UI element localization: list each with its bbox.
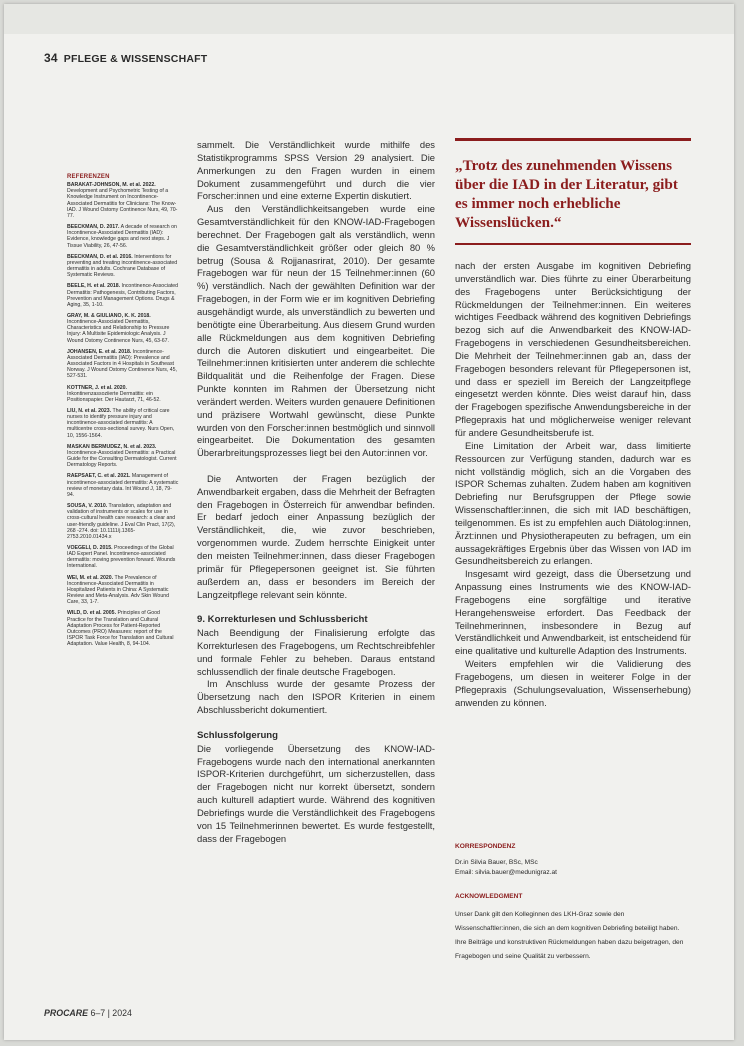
references-title: REFERENZEN <box>67 174 110 180</box>
reference-authors: MASKAN BERMUDEZ, N. et al. 2023. <box>67 443 157 450</box>
reference-authors: LIU, N. et al. 2023. <box>67 408 112 414</box>
reference-text: Management of incontinence-associated dermatitis: A systematic review of monetary data. Int Wound J, 18, 79-94. <box>67 473 179 498</box>
reference-item <box>67 254 179 279</box>
paragraph: Die Antworten der Fragen bezüglich der Anwendbarkeit ergaben, dass die Mehrheit der Befragten den Fragebogen in Österreich für anwendbar befinden. Er bedarf jedoch einer Anpassung bezüglich der Verständlichkeit, die, wie zuvor beschrieben, vorgenommen wurde. Zudem herrschte Einigkeit unter den meisten Teilnehmer:innen, dass dieser Fragebogen primär für Pflegepersonen geeignet ist. Sie führten außerdem an, dass er besonders im Bereich der Langzeitpflege relevant sein könnte. <box>197 472 435 600</box>
reference-item <box>67 444 179 469</box>
reference-authors: KOTTNER, J. et al. 2020. <box>67 384 127 391</box>
paragraph: Insgesamt wird gezeigt, dass die Übersetzung und Anpassung eines Instruments wie des KNOW-IAD-Fragebogens eine sorgfältige und iterative Herangehensweise erfordert. Das Feedback der Teilnehmerinnen, insbesondere in Bezug auf Verständlichkeit und Anwendbarkeit, ist entscheidend für eine qualitative und kulturelle Adaption des Instruments. <box>455 568 691 657</box>
reference-text: Incontinence-Associated Dermatitis: Pathogenesis, Contributing Factors, Prevention and Management Options. Drugs & Aging, 35, 1-10. <box>67 283 179 308</box>
reference-text: The ability of critical care nurses to identify pressure injury and incontinence-associated dermatitis: A multicentre cross-sectional survey. Nurs Open, 10, 1556-1564. <box>67 408 175 439</box>
references-column <box>67 174 179 652</box>
page-number: 34 <box>44 51 58 65</box>
reference-authors: BEELE, H. et al. 2018. <box>67 283 121 290</box>
reference-item <box>67 385 179 403</box>
quote-rule-bottom <box>455 243 691 245</box>
paragraph: sammelt. Die Verständlichkeit wurde mithilfe des Statistikprogramms SPSS Version 29 analysiert. Die Anmerkungen zu den Fragen wurden in einem Dokument zusammengeführt und durch die vier Forscher:innen und eine externe Expertin diskutiert. <box>197 139 435 202</box>
page-footer <box>44 1008 132 1018</box>
reference-authors: WILD, D. et al. 2005. <box>67 610 117 617</box>
paragraph: Weiters empfehlen wir die Validierung des Fragebogens, um diesen in weiterer Folge in der Pflegepraxis (Schulungsevaluation, Wissenserhebung) anwenden zu können. <box>455 658 691 708</box>
reference-item <box>67 503 179 540</box>
reference-item <box>67 408 179 439</box>
reference-text: Incontinence-Associated Dermatitis: a Practical Guide for the Consulting Dermatologist. Current Dermatology Reports. <box>67 449 177 469</box>
paragraph: Aus den Verständlichkeitsangeben wurde eine Gesamtverständlichkeit für den KNOW-IAD-Fragebogen berechnet. Der Fragebogen galt als verständlich, wenn die Gesamtverständlichkeit größer oder gleich 80 % betrug (Sousa & Rojjanasrirat, 2010). Der gesamte Fragebogen war für neun der 15 Teilnehmer:innen (60 %) verständlich. Nach der gewählten Definition war der Fragebogen, in der Form wie er im kognitiven Debriefing ausgehändigt wurde, als unverständlich zu bewerten und benötigte eine Überarbeitung. Aus diesem Grund wurden alle Rückmeldungen aus dem kognitiven Debriefing durch die Autoren diskutiert und eingearbeitet. Die Teilnehmer:innen kritisierten unter anderem die schlechte Bildqualität und die Reihenfolge der Fragen. Diese Punkte konnten im Rahmen der Übersetzung nicht verändert werden. Weiters wurden genauere Definitionen und präzisere Wortwahl gewünscht, diese Punkte wurden von den Forscher:innen bestmöglich und sinnvoll eingearbeitet. Die Dokumentation des gesamten Überarbreitungsprozesses liegt bei den Autor:innen vor. <box>197 203 435 459</box>
top-band <box>4 4 734 34</box>
reference-text: The Prevalence of Incontinence-Associated Dermatitis in Hospitalized Patients in China: A Systematic Review and Meta-Analysis. Adv Skin Wound Care, 33, 1-7. <box>67 574 169 606</box>
reference-text: Principles of Good Practice for the Translation and Cultural Adaptation Process for Patient-Reported Outcomes (PRO) Measures: report of the ISPOR Task Force for Translation and Cultural Adaptation. Value Health, 8, 94-104. <box>67 610 174 648</box>
reference-authors: JOHANSEN, E. et al. 2018. <box>67 348 132 355</box>
reference-item <box>67 610 179 647</box>
reference-text: Development and Psychometric Testing of a Knowledge Instrument on Incontinence-Associated Dermatitis for Clinicians: The Know-IAD. J Wound Ostomy Continence Nurs, 49, 70-77. <box>67 188 178 219</box>
body-column-2 <box>455 260 691 710</box>
reference-authors: BARAKAT-JOHNSON, M. et al. 2022. <box>67 182 156 189</box>
magazine-page <box>4 4 734 1040</box>
reference-item <box>67 283 179 308</box>
reference-authors: SOUSA, V. 2010. <box>67 503 108 510</box>
paragraph: Nach Beendigung der Finalisierung erfolgte das Korrekturlesen des Fragebogens, um Rechtschreibfehler und formale Fehler zu beheben. Daraus entstand schlussendlich der finale deutsche Fragebogen. <box>197 627 435 677</box>
magazine-brand: PROCARE <box>44 1008 88 1018</box>
reference-text: Interventions for preventing and treating incontinence-associated dermatitis in adults. Cochrane Database of Systematic Reviews. <box>67 253 178 279</box>
reference-authors: WEI, M. et al. 2020. <box>67 574 114 581</box>
paragraph: nach der ersten Ausgabe im kognitiven Debriefing unverständlich war. Dies führte zu einer Überarbeitung des Fragebogens unter Berücksichtigung der Rückmeldungen der Teilnehmer:innen. Ein weiteres wichtiges Feedback während des kognitiven Debriefings bezog sich auf die Anwendbarkeit des KNOW-IAD-Fragebogens in verschiedenen Gesundheitsbereichen. Die Mehrheit der Teilnehmer:innen gab an, dass der Fragebogen besonders relevant für Pflegepersonen ist, und dass er speziell im Bereich der Langzeitpflege eingesetzt werden könnte. Dies weist darauf hin, dass der Fragebogen spezifische Anwendungsbereiche in der Pflegepraxis hat und möglicherweise weniger relevant für andere Gesundheitsberufe ist. <box>455 260 691 438</box>
reference-item <box>67 473 179 498</box>
reference-item <box>67 313 179 344</box>
page-header <box>44 51 207 65</box>
correspondence-title: KORRESPONDENZ <box>455 843 516 850</box>
reference-text: A decade of research on Incontinence-Associated Dermatitis (IAD): Evidence, knowledge gaps and next steps. J Tissue Viability, 26, 47-56. <box>67 224 177 249</box>
body-column-1 <box>197 139 435 845</box>
correspondence-name: Dr.in Silvia Bauer, BSc, MSc <box>455 859 538 866</box>
reference-text: Incontinence-Associated Dermatitis, Characteristics and Relationship to Pressure Injury: A Multisite Epidemiologic Analysis. J Wound Ostomy Continence Nurs, 45, 63-67. <box>67 319 170 344</box>
reference-item <box>67 349 179 380</box>
section-title: PFLEGE & WISSENSCHAFT <box>63 53 208 65</box>
reference-authors: RAEPSAET, C. et al. 2021. <box>67 473 131 480</box>
correspondence-email: Email: silvia.bauer@medunigraz.at <box>455 869 557 876</box>
reference-item <box>67 575 179 606</box>
section-heading: Schlussfolgerung <box>197 729 279 741</box>
reference-text: Inkontinenzassoziierte Dermatitis: ein Positionspapier. Der Hautarzt, 71, 46-52. <box>67 390 161 403</box>
reference-item <box>67 182 179 219</box>
acknowledgment-title: ACKNOWLEDGMENT <box>455 893 523 900</box>
reference-item <box>67 224 179 249</box>
reference-text: Proceedings of the Global IAD Expert Panel. Incontinence-associated dermatitis: moving prevention forward. Wounds International. <box>67 544 176 570</box>
section-heading: 9. Korrekturlesen und Schlussbericht <box>197 614 368 626</box>
quote-rule-top <box>455 138 691 141</box>
paragraph: Die vorliegende Übersetzung des KNOW-IAD-Fragebogens wurde nach den international anerkannten ISPOR-Kriterien durchgeführt, um sicherzustellen, dass der Fragebogen nicht nur korrekt übersetzt, sondern auch kulturell adaptiert wurde. Während des kognitiven Debriefings wurde die Verständlichkeit des Fragebogens von 15 Teilnehmerinnen bewertet. Es wurde festgestellt, dass der Fragebogen <box>197 742 435 844</box>
paragraph: Eine Limitation der Arbeit war, dass limitierte Ressourcen zur Verfügung standen, dadurch war es nicht vollständig möglich, sich an die Vorgaben des ISPOR Schemas zuhalten. Zudem haben am kognitiven Debriefing nur Berufsgruppen der Pflege sowie Wissenschaftler:innen, die sich mit IAD beschäftigen, teilgenommen. Es ist zu empfehlen auch Diätolog:innen, Ärzt:innen und Physiotherapeuten zu befragen, um ein aussagekräftiges Ergebnis über das Wissen von IAD im Gesundheitsbereich zu erlangen. <box>455 439 691 567</box>
correspondence-box <box>455 842 691 964</box>
reference-authors: BEECKMAN, D. et al. 2016. <box>67 253 133 260</box>
reference-text: Incontinence-Associated Dermatitis (IAD): Prevalence and Associated Factors in 4 Hospitals in Southeast Norway. J Wound Ostomy Continence Nurs, 45, 527-531. <box>67 348 177 380</box>
reference-authors: GRAY, M. & GIULIANO, K. K. 2018. <box>67 312 151 319</box>
pull-quote-text: „Trotz des zunehmenden Wissens über die IAD in der Literatur, gibt es immer noch erhebliche Wissenslücken.“ <box>455 157 678 231</box>
acknowledgment-text: Unser Dank gilt den Kolleginnen des LKH-Graz sowie den Wissenschaftler:innen, die sich an dem kognitiven Debriefing beteiligt haben. Ihre Beiträge und konstruktiven Rückmeldungen haben dazu beigetragen, den Fragebogen und seine Qualität zu verbessern. <box>455 911 684 960</box>
issue-number: 6–7 | 2024 <box>90 1008 132 1018</box>
reference-authors: BEECKMAN, D. 2017. <box>67 224 120 231</box>
reference-authors: VOEGELI, D. 2015. <box>67 544 113 551</box>
reference-text: Translation, adaptation and validation of instruments or scales for use in cross-cultural health care research: a clear and user-friendly guideline. J Eval Clin Pract, 17(2), 268 -274. doi: 10.1111/j.1365-2753.2010.01434.x <box>67 503 176 540</box>
reference-item <box>67 545 179 570</box>
pull-quote <box>455 138 691 247</box>
paragraph: Im Anschluss wurde der gesamte Prozess der Übersetzung nach den ISPOR Kriterien in einem Abschlussbericht dokumentiert. <box>197 678 435 716</box>
